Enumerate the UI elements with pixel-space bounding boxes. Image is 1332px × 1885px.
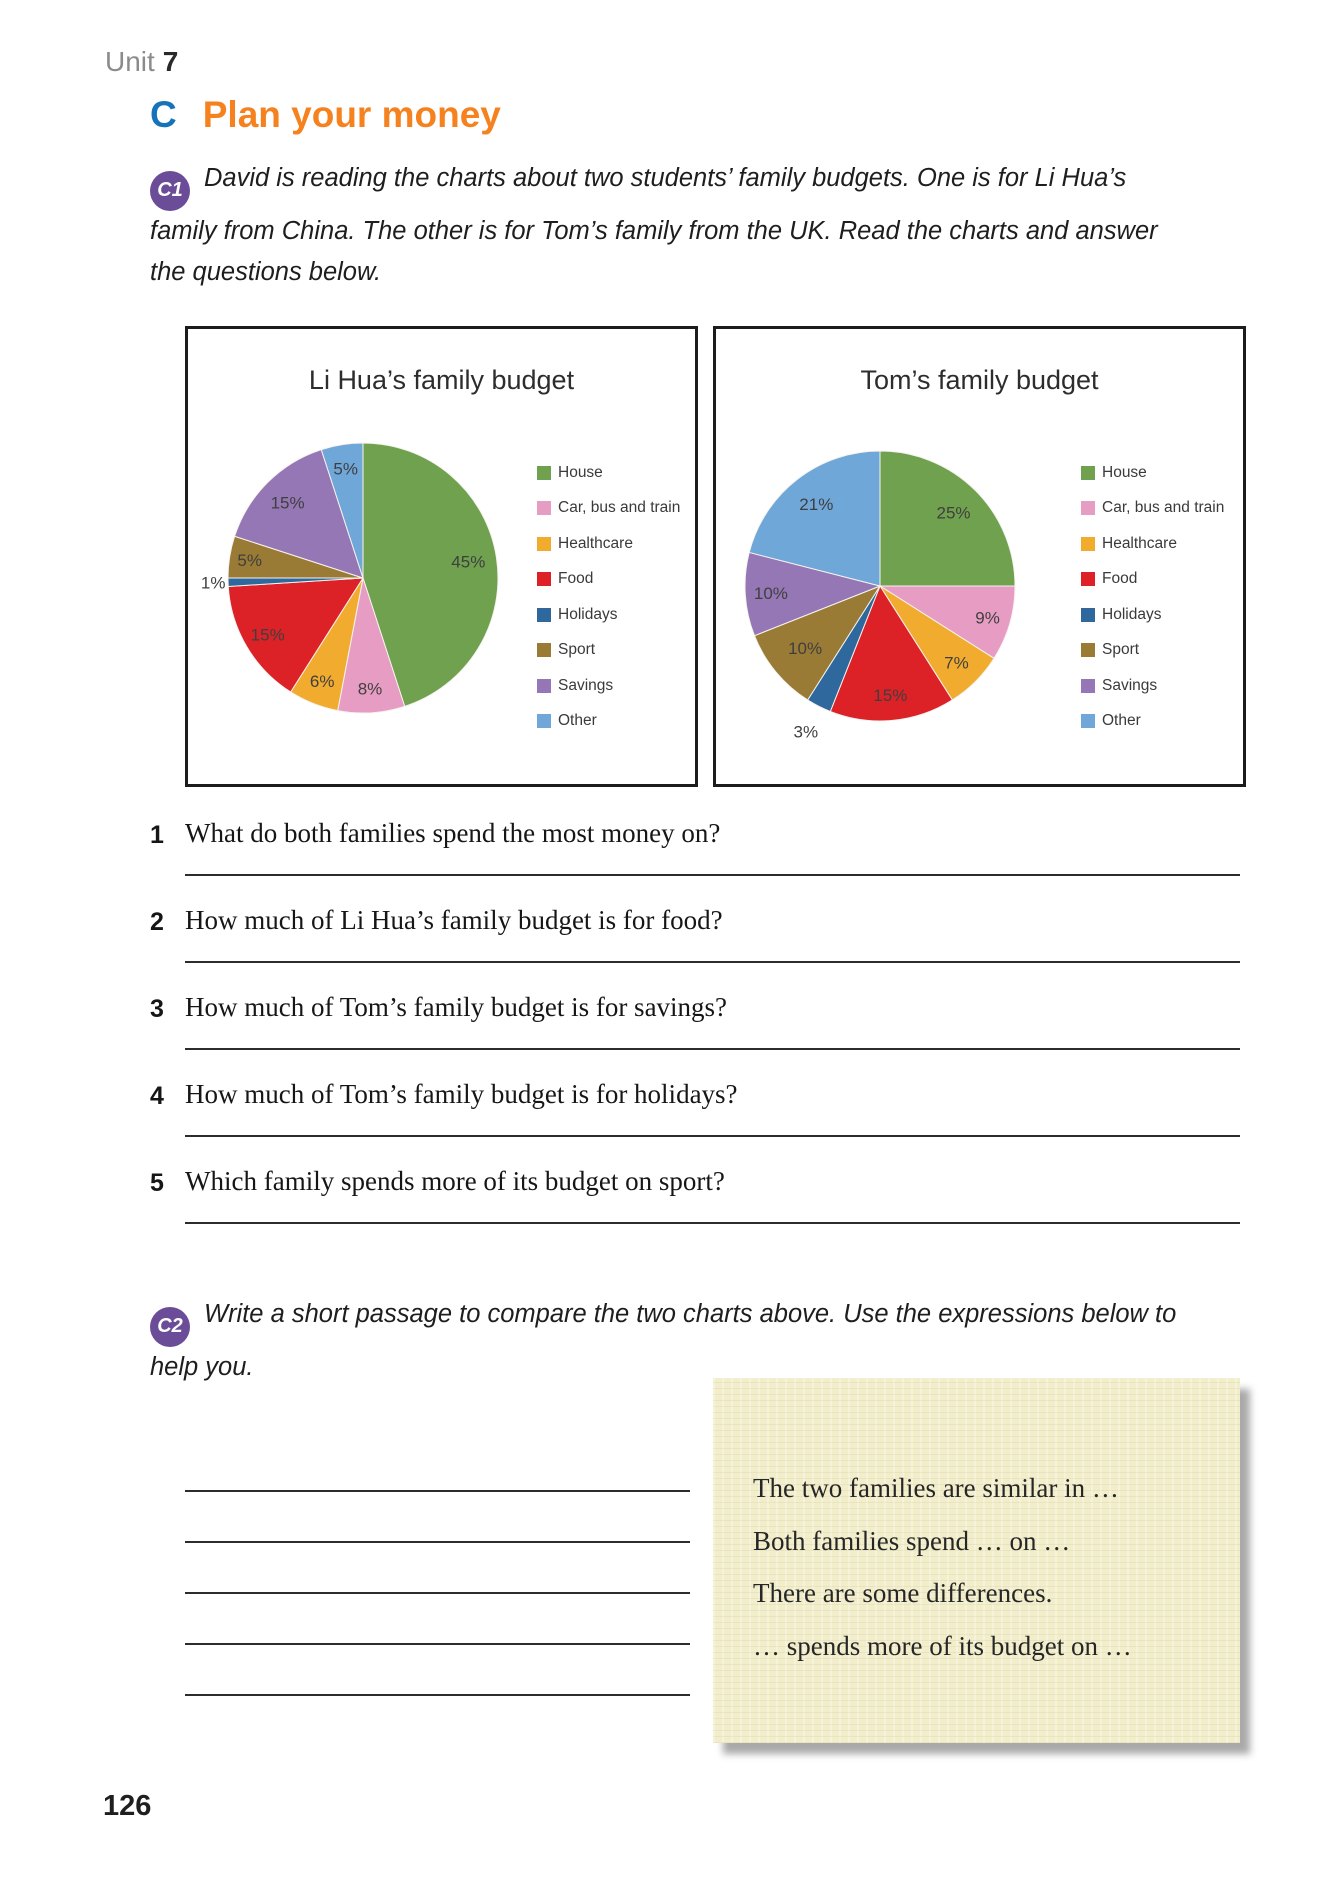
legend-label: Sport [558,641,596,659]
pie-label: 10% [753,583,788,603]
legend-swatch-icon [1081,572,1095,586]
legend-swatch-icon [537,679,551,693]
pie-label: 21% [799,494,834,514]
question-text: How much of Tom’s family budget is for savings? [185,992,728,1022]
legend-item [537,526,680,562]
answer-line [185,1135,1240,1137]
pie-label: 6% [309,671,335,691]
legend-item [537,668,680,704]
page-number: 126 [103,1790,152,1822]
legend-swatch-icon [537,572,551,586]
c2-badge: C2 [150,1307,190,1347]
c1-instruction [150,158,1185,293]
c2-instruction [150,1294,1185,1388]
legend-label: Savings [558,676,614,694]
legend-label: Other [558,712,597,730]
legend-item [537,633,680,669]
pie-label: 1% [200,573,226,593]
question-item [150,992,1240,1050]
section-letter: C [150,94,177,135]
pie-label: 7% [944,653,969,673]
pie-label: 3% [793,722,819,742]
legend-label: Healthcare [558,534,633,552]
legend-swatch-icon [537,501,551,515]
answer-line [185,874,1240,876]
legend-item [1081,668,1224,704]
legend-swatch-icon [537,714,551,728]
section-title: Plan your money [202,94,501,135]
legend-swatch-icon [1081,608,1095,622]
expressions-note [713,1378,1240,1743]
pie-label: 10% [788,638,823,658]
note-expression: … spends more of its budget on … [753,1630,1132,1661]
note-lines [753,1473,1222,1683]
legend-swatch-icon [1081,466,1095,480]
answer-line [185,1048,1240,1050]
legend-item [537,562,680,598]
legend-label: House [1102,463,1147,481]
note-expression: Both families spend … on … [753,1525,1071,1556]
legend-item [1081,633,1224,669]
chart-title: Li Hua’s family budget [308,365,575,395]
note-expression: The two families are similar in … [753,1473,1119,1503]
pie-label: 9% [975,608,1000,628]
question-number: 5 [150,1169,164,1197]
legend-swatch-icon [1081,537,1095,551]
chart-box-li-hua [185,326,698,787]
legend-swatch-icon [1081,714,1095,728]
chart-box-tom [713,326,1246,787]
legend-label: House [558,463,603,481]
legend-swatch-icon [537,608,551,622]
pie-label: 25% [936,503,971,523]
chart-legend [1081,455,1224,739]
legend-item [1081,455,1224,491]
unit-label: Unit [105,46,155,77]
writing-line [185,1694,690,1696]
legend-item [1081,491,1224,527]
question-number: 1 [150,821,164,849]
chart-legend [537,455,680,739]
legend-label: Food [1102,570,1138,588]
writing-line [185,1643,690,1645]
legend-item [1081,704,1224,740]
question-number: 3 [150,995,164,1023]
legend-label: Holidays [1102,605,1162,623]
question-number: 4 [150,1082,164,1110]
legend-swatch-icon [1081,679,1095,693]
pie-label: 15% [270,493,305,513]
legend-label: Sport [1102,641,1140,659]
legend-swatch-icon [537,643,551,657]
section-heading [150,94,501,136]
legend-swatch-icon [537,466,551,480]
c1-badge: C1 [150,171,190,211]
legend-item [1081,562,1224,598]
legend-swatch-icon [1081,643,1095,657]
legend-swatch-icon [537,537,551,551]
question-text: How much of Li Hua’s family budget is for food? [185,905,723,935]
unit-number: 7 [162,46,179,77]
answer-line [185,1222,1240,1224]
writing-line [185,1592,690,1594]
legend-swatch-icon [1081,501,1095,515]
chart-title: Tom’s family budget [860,365,1099,395]
question-number: 2 [150,908,164,936]
legend-label: Holidays [558,605,618,623]
legend-item [1081,526,1224,562]
legend-label: Savings [1102,676,1158,694]
questions-list [150,818,1240,1253]
pie-chart-tom [710,416,1050,756]
note-expression: There are some differences. [753,1578,1053,1608]
legend-item [537,704,680,740]
writing-line [185,1490,690,1492]
legend-item [537,597,680,633]
pie-chart-li-hua [193,408,533,748]
legend-label: Car, bus and train [1102,499,1225,517]
unit-header [105,46,178,78]
question-item [150,1079,1240,1137]
legend-item [537,455,680,491]
c2-instruction-text: Write a short passage to compare the two charts above. Use the expressions below to help you. [150,1300,1177,1381]
legend-label: Car, bus and train [558,499,681,517]
question-text: Which family spends more of its budget on sport? [185,1166,725,1196]
answer-line [185,961,1240,963]
question-item [150,905,1240,963]
legend-item [1081,597,1224,633]
question-item [150,818,1240,876]
pie-label: 5% [237,550,262,570]
question-text: How much of Tom’s family budget is for holidays? [185,1079,738,1109]
pie-label: 8% [357,679,383,699]
writing-line [185,1541,690,1543]
question-item [150,1166,1240,1224]
legend-label: Food [558,570,594,588]
c1-instruction-text: David is reading the charts about two students’ family budgets. One is for Li Hua’s family from China. The other is for Tom’s family from the UK. Read the charts and answer the questions below. [150,164,1158,286]
legend-label: Healthcare [1102,534,1177,552]
pie-label: 15% [250,625,285,645]
legend-label: Other [1102,712,1141,730]
question-text: What do both families spend the most money on? [185,818,721,848]
pie-label: 45% [451,552,486,572]
pie-label: 15% [873,685,908,705]
legend-item [537,491,680,527]
pie-label: 5% [333,459,358,479]
